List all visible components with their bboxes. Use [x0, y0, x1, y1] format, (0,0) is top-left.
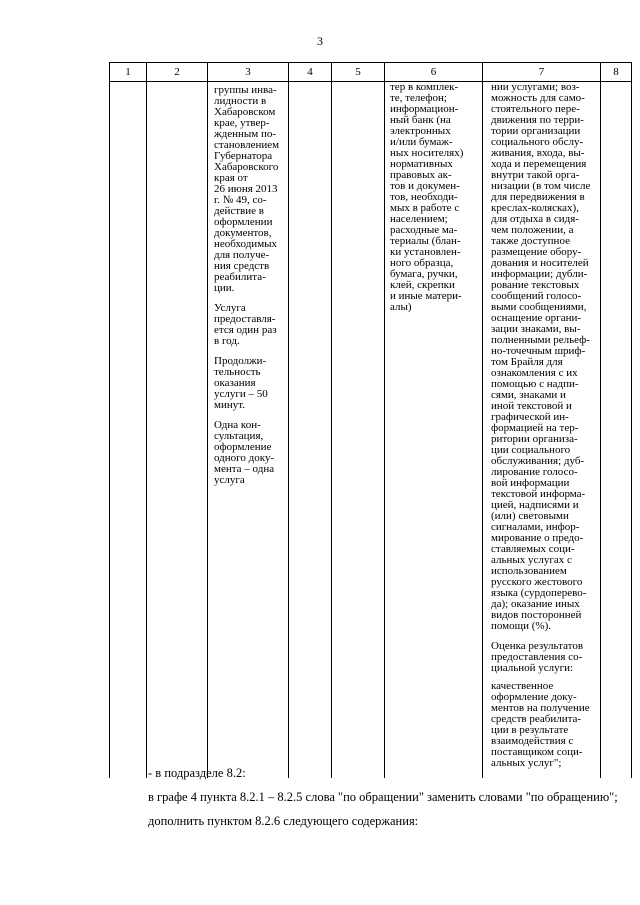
amendment-line-1: - в подразделе 8.2:	[148, 766, 246, 780]
column-number-7: 7	[483, 63, 601, 82]
col3-paragraph-unit: Одна кон- сультация, оформление одного доку- мента – одна услуга	[214, 419, 275, 486]
col7-paragraph-assessment: Оценка результатов предоставления со- циальной услуги:	[491, 640, 584, 674]
cell-col-2	[147, 82, 208, 779]
amendment-line-2: в графе 4 пункта 8.2.1 – 8.2.5 слова "по обращении" заменить словами "по обращению";	[148, 790, 618, 804]
cell-col-1	[110, 82, 147, 779]
cell-col-8	[601, 82, 632, 779]
col3-paragraph-frequency: Услуга предоставля- ется один раз в год.	[214, 302, 277, 347]
column-number-8: 8	[601, 63, 632, 82]
column-number-1: 1	[110, 63, 147, 82]
table-body-row	[110, 82, 632, 779]
cell-col-7	[483, 82, 601, 779]
page-number: 3	[317, 34, 323, 48]
amendment-line-3: дополнить пунктом 8.2.6 следующего содержания:	[148, 814, 419, 828]
cell-col-5	[332, 82, 385, 779]
col7-paragraph-accessibility: нии услугами; воз- можность для само- стоятельного пере- движения по терри- тории организации социального обслу- живания, входа, вы- хода и перемещения внутри такой орга- низации (в том числе для передвижения в креслах-колясках), для отдыха в сидя- чем положении, а также доступное размещение обору- дования и носителей информации; дубли- рование текстовых сообщений голосо- выми сообщениями, оснащение органи- зации знаками, вы- полненными рельеф- но-точечным шриф- том Брайля для ознакомления с их помощью с надпи- сями, знаками и иной текстовой и графической ин- формацией на тер- ритории организа- ции социального обслуживания; дуб- лирование голосо- вой информации текстовой информа- цией, надписями и (или) световыми сигналами, инфор- мирование о предо- ставляемых соци- альных услугах с использованием русского жестового языка (сурдоперево- да); оказание иных видов посторонней помощи (%).	[491, 81, 591, 632]
column-number-4: 4	[289, 63, 332, 82]
column-number-5: 5	[332, 63, 385, 82]
col3-paragraph-description: группы инва- лидности в Хабаровском крае, утвер- жденным по- становлением Губернатора Хабаровского края от 26 июня 2013 г. № 49, со- действие в оформлении документов, необходимых для получе- ния средств реабилита- ции.	[214, 84, 280, 294]
column-number-3: 3	[208, 63, 289, 82]
col6-text: тер в комплек- те, телефон; информацион- ный банк (на электронных и/или бумаж- ных носителях) нормативных правовых ак- тов и докумен- тов, необходи- мых в работе с населением; расходные ма- териалы (блан- ки установлен- ного образца, бумага, ручки, клей, скрепки и иные матери- алы)	[390, 81, 464, 313]
column-number-6: 6	[385, 63, 483, 82]
col3-paragraph-duration: Продолжи- тельность оказания услуги – 50 минут.	[214, 355, 268, 411]
cell-col-4	[289, 82, 332, 779]
amendment-subsection	[110, 764, 630, 830]
services-table	[109, 62, 632, 778]
col7-paragraph-quality: качественное оформление доку- ментов на получение средств реабилита- ции в результате взаимодействия с поставщиком соци- альных услуг";	[491, 680, 590, 769]
column-number-2: 2	[147, 63, 208, 82]
cell-col-3	[208, 82, 289, 779]
cell-col-6	[385, 82, 483, 779]
column-number-row	[110, 63, 632, 82]
